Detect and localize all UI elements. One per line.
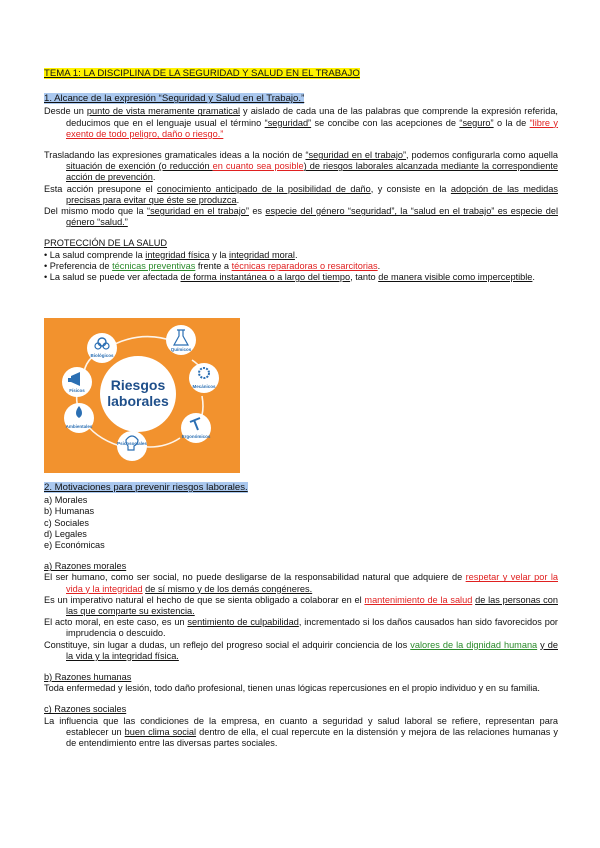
svg-text:Biológicos: Biológicos	[90, 353, 114, 358]
s1-paragraph-1: Desde un punto de vista meramente gramatical y aislado de cada una de las palabras que comprende la expresión referida, deducimos que en el lenguaje usual el término “seguridad” se concibe con las acepciones de “seguro” o la de “libre y exento de todo peligro, daño o riesgo.”	[44, 106, 558, 139]
section-2-heading: 2. Motivaciones para prevenir riesgos laborales.	[44, 482, 248, 493]
morales-heading: a) Razones morales	[44, 561, 127, 572]
sociales-paragraph-1: La influencia que las condiciones de la empresa, en cuanto a seguridad y salud laboral se refiere, representan para establecer un buen clima social dentro de ella, el cual repercute en la distensión y mejora de las relaciones humanas y de entendimiento entre las diversas partes sociales.	[44, 715, 558, 749]
node-quimicos	[166, 325, 196, 355]
morales-paragraph-4: Constituye, sin lugar a dudas, un reflejo del progreso social el adquirir conciencia de los valores de la dignidad humana y de la vida y la integridad física.	[44, 639, 558, 661]
svg-text:Psicosociales: Psicosociales	[117, 441, 147, 446]
node-psicosociales	[117, 431, 147, 461]
document-page	[44, 68, 558, 283]
svg-text:Mecánicos: Mecánicos	[192, 384, 216, 389]
sociales-heading: c) Razones sociales	[44, 704, 127, 715]
morales-paragraph-3: El acto moral, en este caso, es un sentimiento de culpabilidad, incrementado si los daños causados han sido favorecidos por imprudencia o descuido.	[44, 617, 558, 639]
svg-text:Físicos: Físicos	[69, 388, 85, 393]
list-item: c) Sociales	[44, 517, 89, 528]
svg-text:Químicos: Químicos	[170, 347, 192, 352]
riesgos-laborales-figure	[44, 318, 240, 473]
list-item: b) Humanas	[44, 506, 95, 517]
section-1-heading: 1. Alcance de la expresión “Seguridad y Salud en el Trabajo.”	[44, 93, 305, 105]
proteccion-bullet-2: • Preferencia de técnicas preventivas frente a técnicas reparadoras o resarcitorias.	[44, 260, 381, 271]
node-ergonomicos	[181, 413, 211, 443]
riesgos-diagram	[44, 318, 240, 473]
node-biologicos	[87, 333, 117, 363]
list-item: d) Legales	[44, 528, 87, 539]
center-label-2: laborales	[107, 393, 169, 409]
node-fisicos	[62, 367, 92, 397]
motivaciones-list	[44, 495, 558, 551]
center-label-1: Riesgos	[110, 377, 166, 393]
humanas-heading: b) Razones humanas	[44, 672, 132, 683]
svg-text:Ambientales: Ambientales	[65, 424, 93, 429]
node-ambientales	[64, 403, 94, 433]
node-mecanicos	[189, 363, 219, 393]
s1-paragraph-2: Trasladando las expresiones gramaticales ideas a la noción de “seguridad en el trabajo”, podemos configurarla como aquella situación de exención (o reducción en cuanto sea posible) de riesgos laborales alcanzada mediante la correspondiente acción de prevención.	[44, 150, 558, 183]
humanas-paragraph-1: Toda enfermedad y lesión, todo daño profesional, tienen unas lógicas repercusiones en el propio individuo y en su familia.	[44, 683, 540, 694]
s1-paragraph-4: Del mismo modo que la “seguridad en el trabajo” es especie del género “seguridad”, la “salud en el trabajo” es especie del género “salud.”	[44, 206, 559, 228]
proteccion-bullet-3: • La salud se puede ver afectada de forma instantánea o a largo del tiempo, tanto de manera visible como imperceptible.	[44, 272, 535, 283]
proteccion-heading: PROTECCIÓN DE LA SALUD	[44, 238, 168, 249]
page-title: TEMA 1: LA DISCIPLINA DE LA SEGURIDAD Y SALUD EN EL TRABAJO	[44, 68, 360, 79]
list-item: a) Morales	[44, 495, 88, 506]
svg-text:Ergonómicos: Ergonómicos	[181, 434, 211, 439]
s1-paragraph-3: Esta acción presupone el conocimiento anticipado de la posibilidad de daño, y consiste en la adopción de las medidas precisas para evitar que éste se produzca.	[44, 183, 558, 205]
morales-paragraph-1: El ser humano, como ser social, no puede desligarse de la responsabilidad natural que adquiere de respetar y velar por la vida y la integridad de sí mismo y de los demás congéneres.	[44, 572, 558, 594]
list-item: e) Económicas	[44, 540, 105, 551]
morales-paragraph-2: Es un imperativo natural el hecho de que se sienta obligado a colaborar en el mantenimiento de la salud de las personas con las que comparte su existencia.	[44, 594, 558, 617]
proteccion-bullet-1: • La salud comprende la integridad física y la integridad moral.	[44, 249, 298, 260]
document-page-lower	[44, 482, 558, 749]
